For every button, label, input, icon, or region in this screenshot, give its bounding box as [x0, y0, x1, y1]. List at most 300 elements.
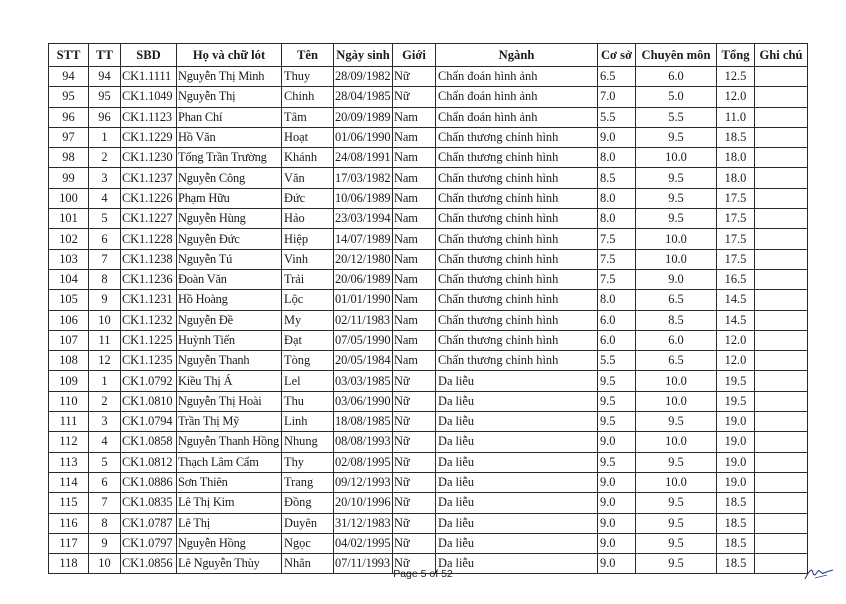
cell-ten: Trang [282, 472, 334, 492]
cell-nganh: Chấn thương chỉnh hình [436, 351, 598, 371]
cell-ghi-chu [755, 432, 808, 452]
cell-gioi: Nam [393, 330, 436, 350]
cell-ghi-chu [755, 351, 808, 371]
cell-sbd: CK1.1235 [121, 351, 177, 371]
cell-tt: 5 [89, 452, 121, 472]
cell-tt: 11 [89, 330, 121, 350]
cell-ten: Đồng [282, 493, 334, 513]
table-row [49, 249, 808, 269]
cell-tong: 12.0 [717, 87, 755, 107]
cell-nganh: Da liễu [436, 371, 598, 391]
cell-stt: 110 [49, 391, 89, 411]
cell-co-so: 9.5 [598, 371, 636, 391]
cell-ghi-chu [755, 330, 808, 350]
cell-nganh: Da liễu [436, 472, 598, 492]
col-header-ngay-sinh: Ngày sinh [334, 44, 393, 67]
cell-chuyen-mon: 8.5 [636, 310, 717, 330]
cell-ho-va-chu-lot: Đoàn Văn [177, 269, 282, 289]
cell-chuyen-mon: 10.0 [636, 432, 717, 452]
cell-gioi: Nữ [393, 432, 436, 452]
cell-tong: 18.5 [717, 493, 755, 513]
cell-chuyen-mon: 6.5 [636, 290, 717, 310]
cell-gioi: Nữ [393, 412, 436, 432]
cell-gioi: Nữ [393, 533, 436, 553]
cell-sbd: CK1.0886 [121, 472, 177, 492]
cell-nganh: Da liễu [436, 554, 598, 574]
cell-ngay-sinh: 04/02/1995 [334, 533, 393, 553]
cell-tt: 1 [89, 127, 121, 147]
cell-ho-va-chu-lot: Nguyễn Thanh Hồng [177, 432, 282, 452]
cell-ngay-sinh: 20/12/1980 [334, 249, 393, 269]
cell-ten: Nhung [282, 432, 334, 452]
col-header-tong: Tổng [717, 44, 755, 67]
cell-ngay-sinh: 07/11/1993 [334, 554, 393, 574]
cell-tong: 19.0 [717, 472, 755, 492]
cell-tt: 2 [89, 391, 121, 411]
cell-tong: 19.0 [717, 452, 755, 472]
cell-gioi: Nam [393, 351, 436, 371]
signature-mark [803, 562, 835, 582]
cell-stt: 112 [49, 432, 89, 452]
cell-chuyen-mon: 9.0 [636, 269, 717, 289]
cell-tong: 17.5 [717, 229, 755, 249]
cell-gioi: Nam [393, 310, 436, 330]
cell-ten: Hảo [282, 209, 334, 229]
cell-stt: 94 [49, 67, 89, 87]
cell-tong: 17.5 [717, 188, 755, 208]
cell-ngay-sinh: 24/08/1991 [334, 148, 393, 168]
cell-ten: Nhân [282, 554, 334, 574]
cell-nganh: Da liễu [436, 412, 598, 432]
cell-ngay-sinh: 10/06/1989 [334, 188, 393, 208]
results-table [48, 43, 808, 574]
cell-stt: 95 [49, 87, 89, 107]
cell-co-so: 7.5 [598, 249, 636, 269]
cell-nganh: Chấn thương chỉnh hình [436, 269, 598, 289]
cell-gioi: Nam [393, 188, 436, 208]
cell-sbd: CK1.0792 [121, 371, 177, 391]
cell-co-so: 9.0 [598, 554, 636, 574]
table-header-row [49, 44, 808, 67]
cell-co-so: 9.5 [598, 412, 636, 432]
cell-tt: 95 [89, 87, 121, 107]
cell-stt: 113 [49, 452, 89, 472]
cell-chuyen-mon: 9.5 [636, 493, 717, 513]
cell-tt: 10 [89, 310, 121, 330]
cell-ho-va-chu-lot: Nguyễn Đức [177, 229, 282, 249]
cell-nganh: Da liễu [436, 391, 598, 411]
cell-gioi: Nam [393, 107, 436, 127]
col-header-chuyen-mon: Chuyên môn [636, 44, 717, 67]
cell-gioi: Nữ [393, 472, 436, 492]
table-row [49, 107, 808, 127]
cell-co-so: 9.0 [598, 127, 636, 147]
cell-stt: 105 [49, 290, 89, 310]
cell-chuyen-mon: 6.0 [636, 67, 717, 87]
cell-sbd: CK1.0858 [121, 432, 177, 452]
cell-stt: 106 [49, 310, 89, 330]
cell-ghi-chu [755, 493, 808, 513]
cell-nganh: Chấn thương chỉnh hình [436, 290, 598, 310]
cell-gioi: Nữ [393, 391, 436, 411]
table-row [49, 168, 808, 188]
cell-ten: Trải [282, 269, 334, 289]
cell-co-so: 6.0 [598, 310, 636, 330]
cell-ho-va-chu-lot: Phan Chí [177, 107, 282, 127]
cell-ngay-sinh: 07/05/1990 [334, 330, 393, 350]
cell-ghi-chu [755, 269, 808, 289]
table-row [49, 87, 808, 107]
cell-sbd: CK1.1049 [121, 87, 177, 107]
cell-sbd: CK1.1230 [121, 148, 177, 168]
cell-chuyen-mon: 10.0 [636, 371, 717, 391]
cell-tt: 8 [89, 513, 121, 533]
cell-tong: 18.0 [717, 148, 755, 168]
cell-stt: 117 [49, 533, 89, 553]
cell-ten: Lel [282, 371, 334, 391]
cell-ngay-sinh: 17/03/1982 [334, 168, 393, 188]
cell-sbd: CK1.0812 [121, 452, 177, 472]
cell-sbd: CK1.1231 [121, 290, 177, 310]
cell-tong: 11.0 [717, 107, 755, 127]
cell-stt: 103 [49, 249, 89, 269]
table-row [49, 188, 808, 208]
cell-co-so: 8.5 [598, 168, 636, 188]
cell-ho-va-chu-lot: Kiều Thị Á [177, 371, 282, 391]
cell-tt: 1 [89, 371, 121, 391]
cell-chuyen-mon: 9.5 [636, 168, 717, 188]
cell-ten: Thy [282, 452, 334, 472]
cell-ho-va-chu-lot: Nguyễn Thị [177, 87, 282, 107]
cell-gioi: Nam [393, 269, 436, 289]
cell-co-so: 6.5 [598, 67, 636, 87]
table-row [49, 533, 808, 553]
cell-ghi-chu [755, 229, 808, 249]
cell-nganh: Chẩn đoán hình ảnh [436, 67, 598, 87]
cell-tt: 7 [89, 249, 121, 269]
cell-tong: 12.0 [717, 330, 755, 350]
cell-tt: 12 [89, 351, 121, 371]
cell-sbd: CK1.0835 [121, 493, 177, 513]
cell-sbd: CK1.1232 [121, 310, 177, 330]
cell-ten: Tòng [282, 351, 334, 371]
cell-sbd: CK1.1228 [121, 229, 177, 249]
cell-ten: Khánh [282, 148, 334, 168]
cell-ho-va-chu-lot: Huỳnh Tiến [177, 330, 282, 350]
cell-sbd: CK1.1225 [121, 330, 177, 350]
cell-gioi: Nam [393, 229, 436, 249]
cell-tt: 5 [89, 209, 121, 229]
cell-sbd: CK1.1123 [121, 107, 177, 127]
cell-ghi-chu [755, 391, 808, 411]
cell-ghi-chu [755, 412, 808, 432]
table-row [49, 391, 808, 411]
cell-sbd: CK1.1227 [121, 209, 177, 229]
cell-ho-va-chu-lot: Nguyễn Hồng [177, 533, 282, 553]
cell-gioi: Nữ [393, 371, 436, 391]
cell-sbd: CK1.1111 [121, 67, 177, 87]
cell-tt: 6 [89, 229, 121, 249]
cell-tong: 19.0 [717, 432, 755, 452]
cell-ngay-sinh: 09/12/1993 [334, 472, 393, 492]
cell-stt: 115 [49, 493, 89, 513]
cell-chuyen-mon: 9.5 [636, 127, 717, 147]
cell-ho-va-chu-lot: Nguyễn Thanh [177, 351, 282, 371]
table-row [49, 472, 808, 492]
cell-ten: Lộc [282, 290, 334, 310]
table-row [49, 67, 808, 87]
cell-ngay-sinh: 20/09/1989 [334, 107, 393, 127]
col-header-ho-va-chu-lot: Họ và chữ lót [177, 44, 282, 67]
cell-nganh: Chấn thương chỉnh hình [436, 330, 598, 350]
table-row [49, 330, 808, 350]
cell-gioi: Nữ [393, 513, 436, 533]
table-row [49, 432, 808, 452]
cell-ten: Thu [282, 391, 334, 411]
cell-tong: 18.5 [717, 554, 755, 574]
cell-ngay-sinh: 14/07/1989 [334, 229, 393, 249]
cell-ghi-chu [755, 148, 808, 168]
cell-nganh: Da liễu [436, 432, 598, 452]
cell-gioi: Nữ [393, 554, 436, 574]
cell-ten: Đức [282, 188, 334, 208]
cell-co-so: 5.5 [598, 107, 636, 127]
cell-nganh: Chấn thương chỉnh hình [436, 310, 598, 330]
cell-chuyen-mon: 9.5 [636, 452, 717, 472]
cell-chuyen-mon: 10.0 [636, 391, 717, 411]
cell-gioi: Nam [393, 249, 436, 269]
cell-chuyen-mon: 5.5 [636, 107, 717, 127]
cell-nganh: Chấn thương chỉnh hình [436, 249, 598, 269]
cell-co-so: 7.0 [598, 87, 636, 107]
table-row [49, 513, 808, 533]
cell-chuyen-mon: 9.5 [636, 209, 717, 229]
cell-ho-va-chu-lot: Hồ Văn [177, 127, 282, 147]
cell-gioi: Nữ [393, 87, 436, 107]
cell-ghi-chu [755, 472, 808, 492]
cell-ho-va-chu-lot: Nguyễn Thị Hoài [177, 391, 282, 411]
cell-ho-va-chu-lot: Nguyễn Tú [177, 249, 282, 269]
cell-tt: 4 [89, 432, 121, 452]
cell-tt: 9 [89, 533, 121, 553]
cell-ho-va-chu-lot: Nguyễn Thị Minh [177, 67, 282, 87]
table-row [49, 269, 808, 289]
cell-chuyen-mon: 5.0 [636, 87, 717, 107]
cell-ten: Vinh [282, 249, 334, 269]
cell-stt: 99 [49, 168, 89, 188]
cell-nganh: Chấn thương chỉnh hình [436, 148, 598, 168]
col-header-ghi-chu: Ghi chú [755, 44, 808, 67]
cell-tt: 8 [89, 269, 121, 289]
cell-ngay-sinh: 18/08/1985 [334, 412, 393, 432]
col-header-ten: Tên [282, 44, 334, 67]
table-row [49, 290, 808, 310]
cell-nganh: Da liễu [436, 533, 598, 553]
cell-gioi: Nữ [393, 452, 436, 472]
cell-stt: 109 [49, 371, 89, 391]
cell-ghi-chu [755, 452, 808, 472]
cell-ghi-chu [755, 533, 808, 553]
cell-ten: Hiệp [282, 229, 334, 249]
table-row [49, 412, 808, 432]
cell-ghi-chu [755, 209, 808, 229]
cell-ghi-chu [755, 310, 808, 330]
col-header-gioi: Giới [393, 44, 436, 67]
page-number-footer: Page 5 of 52 [393, 568, 453, 580]
cell-tt: 96 [89, 107, 121, 127]
cell-sbd: CK1.1238 [121, 249, 177, 269]
cell-tong: 12.5 [717, 67, 755, 87]
table-body [49, 67, 808, 574]
col-header-sbd: SBD [121, 44, 177, 67]
cell-nganh: Chấn thương chỉnh hình [436, 168, 598, 188]
cell-nganh: Chấn thương chỉnh hình [436, 127, 598, 147]
cell-tt: 10 [89, 554, 121, 574]
cell-ngay-sinh: 03/03/1985 [334, 371, 393, 391]
cell-sbd: CK1.1229 [121, 127, 177, 147]
cell-gioi: Nam [393, 290, 436, 310]
cell-nganh: Da liễu [436, 513, 598, 533]
cell-ten: Duyên [282, 513, 334, 533]
cell-co-so: 9.0 [598, 432, 636, 452]
cell-stt: 108 [49, 351, 89, 371]
table-row [49, 493, 808, 513]
table-row [49, 229, 808, 249]
cell-ten: Tâm [282, 107, 334, 127]
table-row [49, 452, 808, 472]
cell-co-so: 9.0 [598, 493, 636, 513]
cell-ho-va-chu-lot: Nguyễn Hùng [177, 209, 282, 229]
cell-chuyen-mon: 9.5 [636, 554, 717, 574]
cell-stt: 102 [49, 229, 89, 249]
cell-co-so: 8.0 [598, 290, 636, 310]
cell-tong: 17.5 [717, 209, 755, 229]
cell-tong: 14.5 [717, 290, 755, 310]
cell-stt: 97 [49, 127, 89, 147]
cell-stt: 107 [49, 330, 89, 350]
cell-gioi: Nam [393, 127, 436, 147]
cell-ngay-sinh: 02/08/1995 [334, 452, 393, 472]
cell-gioi: Nữ [393, 493, 436, 513]
cell-co-so: 8.0 [598, 148, 636, 168]
cell-tt: 94 [89, 67, 121, 87]
cell-stt: 116 [49, 513, 89, 533]
cell-tong: 18.0 [717, 168, 755, 188]
cell-tong: 18.5 [717, 127, 755, 147]
cell-gioi: Nam [393, 148, 436, 168]
cell-co-so: 8.0 [598, 188, 636, 208]
cell-tong: 18.5 [717, 513, 755, 533]
cell-sbd: CK1.0787 [121, 513, 177, 533]
col-header-stt: STT [49, 44, 89, 67]
cell-ngay-sinh: 02/11/1983 [334, 310, 393, 330]
cell-tong: 19.0 [717, 412, 755, 432]
col-header-nganh: Ngành [436, 44, 598, 67]
cell-stt: 118 [49, 554, 89, 574]
table-row [49, 209, 808, 229]
cell-tt: 7 [89, 493, 121, 513]
cell-ngay-sinh: 31/12/1983 [334, 513, 393, 533]
cell-nganh: Da liễu [436, 493, 598, 513]
cell-ngay-sinh: 23/03/1994 [334, 209, 393, 229]
cell-ngay-sinh: 20/05/1984 [334, 351, 393, 371]
cell-gioi: Nam [393, 209, 436, 229]
cell-ten: Văn [282, 168, 334, 188]
cell-chuyen-mon: 9.5 [636, 513, 717, 533]
table-row [49, 310, 808, 330]
cell-tong: 17.5 [717, 249, 755, 269]
cell-ghi-chu [755, 107, 808, 127]
cell-chuyen-mon: 10.0 [636, 472, 717, 492]
table-row [49, 371, 808, 391]
cell-tt: 3 [89, 412, 121, 432]
cell-co-so: 6.0 [598, 330, 636, 350]
cell-co-so: 9.0 [598, 472, 636, 492]
cell-nganh: Chẩn đoán hình ảnh [436, 87, 598, 107]
cell-ho-va-chu-lot: Lê Nguyễn Thùy [177, 554, 282, 574]
cell-tong: 16.5 [717, 269, 755, 289]
cell-sbd: CK1.0797 [121, 533, 177, 553]
cell-stt: 96 [49, 107, 89, 127]
cell-co-so: 8.0 [598, 209, 636, 229]
cell-co-so: 7.5 [598, 269, 636, 289]
cell-ghi-chu [755, 290, 808, 310]
cell-tong: 19.5 [717, 391, 755, 411]
cell-tt: 4 [89, 188, 121, 208]
cell-ho-va-chu-lot: Nguyễn Công [177, 168, 282, 188]
cell-co-so: 9.0 [598, 513, 636, 533]
cell-chuyen-mon: 10.0 [636, 229, 717, 249]
col-header-co-so: Cơ sở [598, 44, 636, 67]
cell-tt: 9 [89, 290, 121, 310]
cell-co-so: 5.5 [598, 351, 636, 371]
col-header-tt: TT [89, 44, 121, 67]
cell-ho-va-chu-lot: Tống Trần Trường [177, 148, 282, 168]
cell-stt: 98 [49, 148, 89, 168]
cell-ten: Ngọc [282, 533, 334, 553]
cell-sbd: CK1.0810 [121, 391, 177, 411]
cell-tt: 3 [89, 168, 121, 188]
cell-ten: Linh [282, 412, 334, 432]
cell-sbd: CK1.1226 [121, 188, 177, 208]
cell-ten: Thuy [282, 67, 334, 87]
cell-ngay-sinh: 20/10/1996 [334, 493, 393, 513]
table-row [49, 351, 808, 371]
cell-ten: Hoạt [282, 127, 334, 147]
cell-nganh: Chấn thương chỉnh hình [436, 229, 598, 249]
cell-stt: 100 [49, 188, 89, 208]
cell-ho-va-chu-lot: Nguyễn Đề [177, 310, 282, 330]
cell-ho-va-chu-lot: Hồ Hoàng [177, 290, 282, 310]
cell-ho-va-chu-lot: Lê Thị [177, 513, 282, 533]
cell-ten: Chinh [282, 87, 334, 107]
cell-ngay-sinh: 28/09/1982 [334, 67, 393, 87]
cell-stt: 101 [49, 209, 89, 229]
cell-co-so: 7.5 [598, 229, 636, 249]
cell-nganh: Chấn thương chỉnh hình [436, 209, 598, 229]
cell-ghi-chu [755, 67, 808, 87]
cell-ten: My [282, 310, 334, 330]
cell-ho-va-chu-lot: Lê Thị Kim [177, 493, 282, 513]
cell-stt: 114 [49, 472, 89, 492]
cell-ho-va-chu-lot: Phạm Hữu [177, 188, 282, 208]
cell-ngay-sinh: 08/08/1993 [334, 432, 393, 452]
cell-sbd: CK1.0856 [121, 554, 177, 574]
cell-sbd: CK1.0794 [121, 412, 177, 432]
cell-tong: 14.5 [717, 310, 755, 330]
cell-chuyen-mon: 6.5 [636, 351, 717, 371]
cell-ngay-sinh: 01/01/1990 [334, 290, 393, 310]
